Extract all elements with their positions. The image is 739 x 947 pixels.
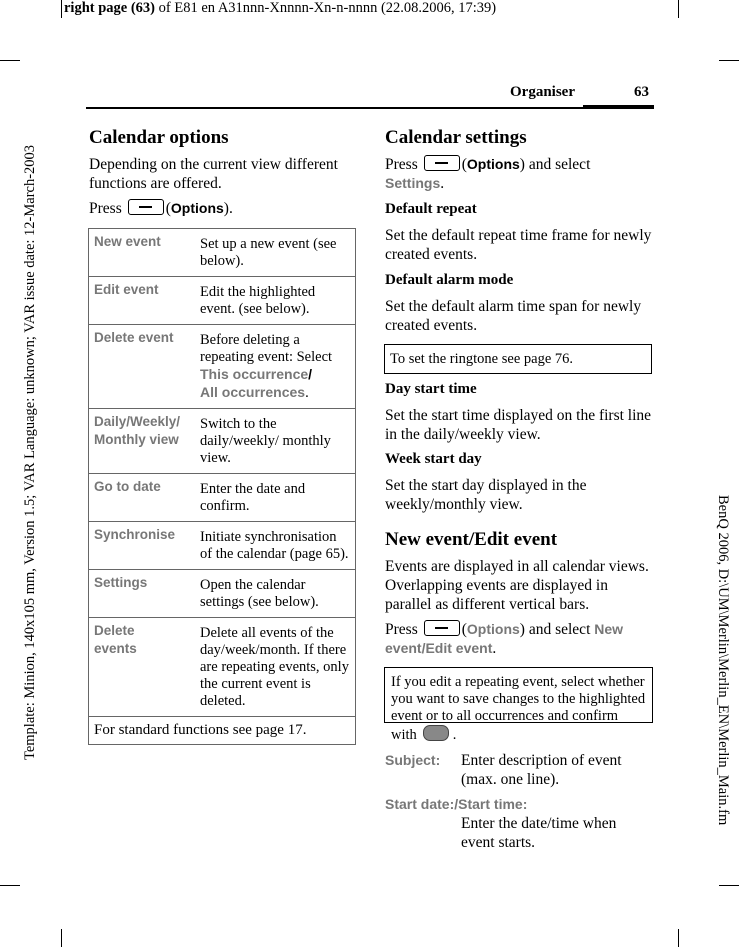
option-description: Open the calendar settings (see below). [185, 570, 356, 618]
all-occurrences-option: All occurrences [200, 384, 306, 400]
crop-mark [61, 0, 62, 18]
crop-mark [678, 929, 679, 947]
new-edit-event-press: Press (Options) and select New event/Edit event. [385, 621, 624, 657]
calendar-options-press: Press (Options). [89, 200, 233, 217]
table-row [89, 229, 356, 277]
print-header-rest: of E81 en A31nnn-Xnnnn-Xn-n-nnnn (22.08.2006, 17:39) [155, 0, 497, 16]
calendar-settings-press: Press (Options) and select Settings. [385, 156, 591, 192]
option-name: Delete events [89, 618, 186, 717]
option-name: New event [89, 229, 186, 277]
option-name: Edit event [89, 277, 186, 325]
page-number: 63 [634, 84, 649, 100]
description-text: Before deleting a repeating event: Select [200, 332, 333, 365]
calendar-options-table [88, 228, 356, 745]
settings-menu-item: Settings [385, 175, 441, 191]
default-alarm-text: Set the default alarm time span for newly created events. [385, 298, 642, 334]
and-select-text: ) and select [519, 621, 591, 638]
day-start-text: Set the start time displayed on the first line in the daily/weekly view. [385, 407, 652, 443]
template-info-vertical [22, 60, 38, 760]
new-edit-event-menu-item: New event/Edit event [385, 621, 624, 656]
table-row [89, 325, 356, 409]
option-description: Delete all events of the day/week/month. If there are repeating events, only the current event is deleted. [185, 618, 356, 717]
file-path-vertical [715, 495, 731, 895]
option-name: Daily/Weekly/ Monthly view [89, 409, 186, 474]
table-row [89, 409, 356, 474]
subject-text: Enter description of event (max. one line). [461, 752, 622, 788]
repeat-note-text: If you edit a repeating event, select whether you want to save changes to the highlighted event or to all occurrences and confirm with [391, 674, 646, 743]
repeat-event-note-box: If you edit a repeating event, select whether you want to save changes to the highlighted event or to all occurrences and confirm with . [384, 667, 653, 723]
ringtone-note-box: To set the ringtone see page 76. [384, 344, 652, 374]
table-row [89, 570, 356, 618]
press-text: Press [385, 156, 418, 173]
option-description: Enter the date and confirm. [185, 474, 356, 522]
new-edit-event-text: Events are displayed in all calendar views. Overlapping events are displayed in parallel as different vertical bars. [385, 558, 649, 613]
left-softkey-icon [424, 620, 460, 636]
crop-mark [0, 60, 20, 61]
subject-label: Subject: [385, 752, 441, 768]
option-description: Initiate synchronisation of the calendar (page 65). [185, 522, 356, 570]
template-info-text: Template: Minion, 140x105 mm, Version 1.5; VAR Language: unknown; VAR issue date: 12-March-2003 [22, 144, 38, 760]
option-description: Edit the highlighted event. (see below). [185, 277, 356, 325]
option-description [185, 325, 356, 409]
table-row [89, 618, 356, 717]
calendar-options-heading: Calendar options [89, 127, 229, 148]
print-header [64, 0, 496, 17]
calendar-settings-heading: Calendar settings [385, 127, 527, 148]
option-name: Synchronise [89, 522, 186, 570]
print-header-bold: right page (63) [64, 0, 156, 16]
crop-mark [719, 60, 739, 61]
options-softkey-label: Options [466, 621, 520, 637]
header-tab-bar [583, 105, 654, 109]
new-edit-event-heading: New event/Edit event [385, 529, 558, 550]
default-repeat-title: Default repeat [385, 201, 477, 217]
table-footer: For standard functions see page 17. [89, 717, 356, 745]
options-softkey-label: Options [466, 156, 520, 172]
table-row [89, 474, 356, 522]
week-start-title: Week start day [385, 451, 482, 467]
table-row [89, 522, 356, 570]
crop-mark [61, 929, 62, 947]
center-key-icon [423, 725, 449, 741]
start-date-time-text: Enter the date/time when event starts. [461, 815, 617, 851]
option-name: Delete event [89, 325, 186, 409]
option-separator: / [308, 366, 313, 382]
option-name: Settings [89, 570, 186, 618]
week-start-text: Set the start day displayed in the weekly/monthly view. [385, 477, 587, 513]
press-text: Press [385, 621, 418, 638]
left-softkey-icon [424, 155, 460, 171]
default-alarm-title: Default alarm mode [385, 272, 514, 288]
and-select-text: ) and select [519, 156, 591, 173]
day-start-title: Day start time [385, 381, 477, 397]
section-title: Organiser [510, 84, 575, 100]
file-path-text: BenQ 2006, D:\UM\Merlin\Merlin_EN\Merlin_Main.fm [715, 495, 731, 826]
crop-mark [0, 885, 20, 886]
this-occurrence-option: This occurrence [200, 366, 309, 382]
options-softkey-label: Options [170, 200, 224, 216]
option-name: Go to date [89, 474, 186, 522]
default-repeat-text: Set the default repeat time frame for newly created events. [385, 227, 652, 263]
description-end: . [305, 385, 309, 401]
option-description: Set up a new event (see below). [185, 229, 356, 277]
table-row [89, 277, 356, 325]
press-text: Press [89, 200, 122, 217]
option-description: Switch to the daily/weekly/ monthly view. [185, 409, 356, 474]
table-footer-row [89, 717, 356, 745]
start-date-time-label: Start date:/Start time: [385, 796, 528, 812]
calendar-options-intro: Depending on the current view different functions are offered. [89, 156, 338, 192]
left-softkey-icon [128, 199, 164, 215]
header-rule [86, 107, 654, 109]
crop-mark [678, 0, 679, 18]
